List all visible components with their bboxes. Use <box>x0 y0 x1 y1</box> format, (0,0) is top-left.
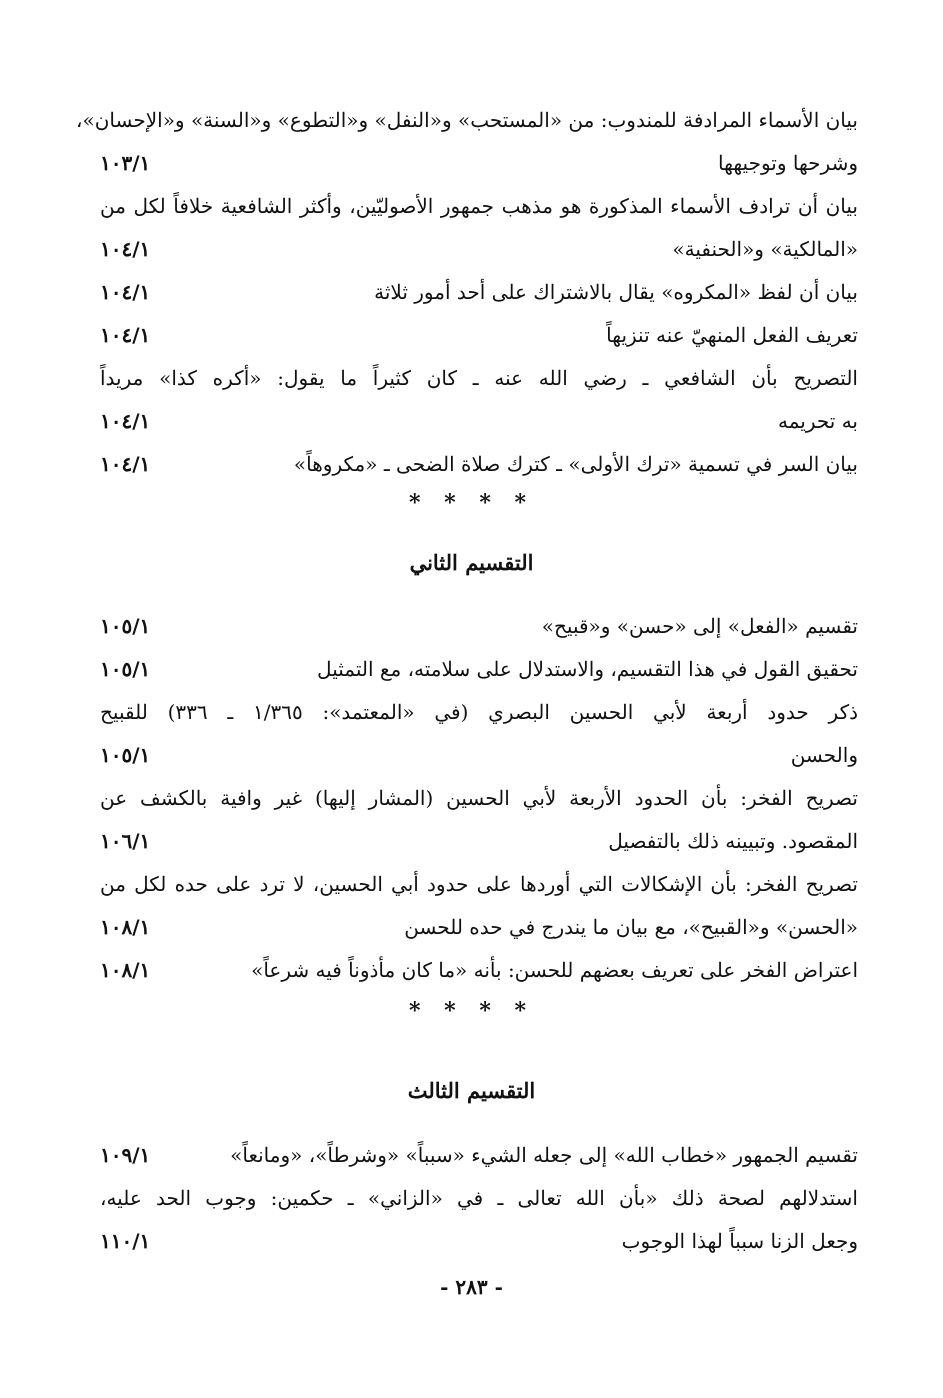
index-entry-line <box>100 313 858 357</box>
index-entry-line <box>100 819 858 863</box>
entry-page-reference: ١٠٤/١ <box>100 237 151 261</box>
entry-text: ذكر حدود أربعة لأبي الحسين البصري (في «المعتمد»: ١/٣٦٥ ـ ٣٣٦) للقبيح <box>100 700 858 724</box>
index-entry-line <box>100 184 858 228</box>
index-entry-line <box>100 647 858 691</box>
entry-page-reference: ١٠٨/١ <box>100 958 151 982</box>
entry-page-reference: ١٠٥/١ <box>100 743 151 767</box>
entry-text: بيان الأسماء المرادفة للمندوب: من «المستحب» و«النفل» و«التطوع» و«السنة» و«الإحسان»، <box>76 108 858 132</box>
entry-text: تعريف الفعل المنهيّ عنه تنزيهاً <box>606 323 858 347</box>
entry-text: بيان أن لفظ «المكروه» يقال بالاشتراك على أحد أمور ثلاثة <box>374 280 858 304</box>
index-entry-line <box>100 356 858 400</box>
index-entry-line <box>100 442 858 486</box>
index-entry-line <box>100 1133 858 1177</box>
entry-page-reference: ١٠٤/١ <box>100 452 151 476</box>
section-heading: التقسيم الثالث <box>407 1078 536 1103</box>
entry-text: تقسيم «الفعل» إلى «حسن» و«قبيح» <box>541 614 858 638</box>
index-entry-line <box>100 862 858 906</box>
entry-text: بيان السر في تسمية «ترك الأولى» ـ كترك صلاة الضحى ـ «مكروهاً» <box>293 452 858 476</box>
index-entry-line <box>100 690 858 734</box>
entry-text: وشرحها وتوجيهها <box>718 151 858 175</box>
index-entry-line <box>100 227 858 271</box>
entry-page-reference: ١٠٤/١ <box>100 409 151 433</box>
index-entry-line <box>100 1176 858 1220</box>
entry-text: تقسيم الجمهور «خطاب الله» إلى جعله الشيء «سبباً» «وشرطاً»، «ومانعاً» <box>230 1143 858 1167</box>
entry-page-reference: ١٠٩/١ <box>100 1143 151 1167</box>
entry-page-reference: ١٠٣/١ <box>100 151 151 175</box>
page-number: - ٢٨٣ - <box>440 1275 503 1299</box>
entry-text: به تحريمه <box>777 409 858 433</box>
section-separator: * * * * <box>409 998 534 1024</box>
index-entry-line <box>100 141 858 185</box>
index-entry-line <box>100 733 858 777</box>
entry-page-reference: ١٠٦/١ <box>100 829 151 853</box>
index-entry-line <box>100 270 858 314</box>
entry-text: المقصود. وتبيينه ذلك بالتفصيل <box>608 829 858 853</box>
entry-page-reference: ١١٠/١ <box>100 1229 151 1253</box>
section-separator: * * * * <box>409 490 534 516</box>
entry-text: وجعل الزنا سبباً لهذا الوجوب <box>621 1229 858 1253</box>
entry-text: التصريح بأن الشافعي ـ رضي الله عنه ـ كان كثيراً ما يقول: «أكره كذا» مريداً <box>100 366 858 390</box>
entry-text: تصريح الفخر: بأن الحدود الأربعة لأبي الحسين (المشار إليها) غير وافية بالكشف عن <box>100 786 858 810</box>
entry-page-reference: ١٠٤/١ <box>100 280 151 304</box>
index-entry-line <box>76 98 858 142</box>
index-entry-line <box>100 604 858 648</box>
index-entry-line <box>100 776 858 820</box>
entry-text: «المالكية» و«الحنفية» <box>672 237 858 261</box>
entry-page-reference: ١٠٥/١ <box>100 657 151 681</box>
entry-page-reference: ١٠٥/١ <box>100 614 151 638</box>
index-entry-line <box>100 905 858 949</box>
entry-text: تحقيق القول في هذا التقسيم، والاستدلال على سلامته، مع التمثيل <box>317 657 858 681</box>
entry-text: بيان أن ترادف الأسماء المذكورة هو مذهب جمهور الأصوليّين، وأكثر الشافعية خلافاً لكل من <box>100 194 858 218</box>
index-entry-line <box>100 948 858 992</box>
entry-text: تصريح الفخر: بأن الإشكالات التي أوردها على حدود أبي الحسين، لا ترد على حده لكل من <box>100 872 858 896</box>
index-entry-line <box>100 1219 858 1263</box>
section-heading: التقسيم الثاني <box>409 550 534 575</box>
entry-text: «الحسن» و«القبيح»، مع بيان ما يندرج في حده للحسن <box>404 915 858 939</box>
entry-page-reference: ١٠٤/١ <box>100 323 151 347</box>
entry-text: استدلالهم لصحة ذلك «بأن الله تعالى ـ في «الزاني» ـ حكمين: وجوب الحد عليه، <box>100 1186 858 1210</box>
entry-text: اعتراض الفخر على تعريف بعضهم للحسن: بأنه «ما كان مأذوناً فيه شرعاً» <box>251 958 858 982</box>
entry-page-reference: ١٠٨/١ <box>100 915 151 939</box>
entry-text: والحسن <box>790 743 858 767</box>
index-entry-line <box>100 399 858 443</box>
